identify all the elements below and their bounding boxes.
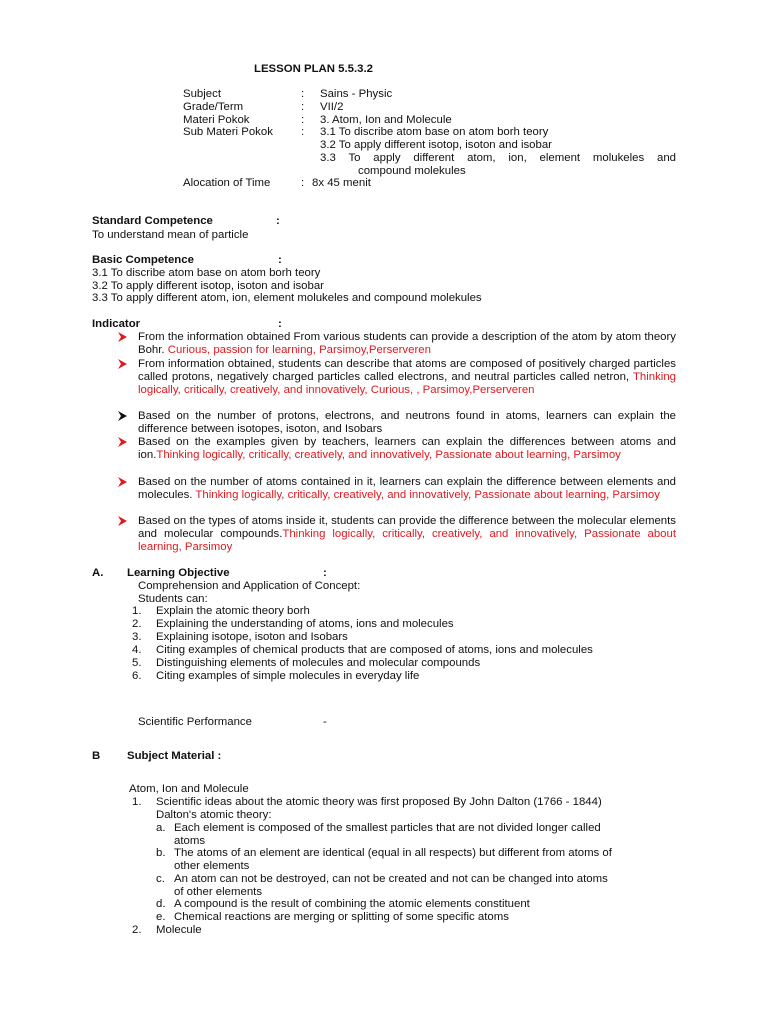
objective-item: Explaining isotope, isoton and Isobars: [156, 631, 348, 643]
indicator-item: [138, 515, 676, 554]
indicator-item: [138, 358, 676, 397]
objective-number: 6.: [132, 670, 142, 682]
objective-number: 1.: [132, 605, 142, 617]
objective-number: 2.: [132, 618, 142, 630]
indicator-values: Thinking logically, critically, creatively, and innovatively, Curious, , Parsimoy,Perserveren: [138, 371, 676, 396]
materi-value: 3. Atom, Ion and Molecule: [320, 114, 452, 126]
dalton-item: An atom can not be destroyed, can not be created and not can be changed into atoms: [174, 873, 608, 885]
subject-value: Sains - Physic: [320, 88, 393, 100]
scientific-performance-label: Scientific Performance: [138, 716, 252, 728]
basic-competence-colon: :: [278, 254, 282, 266]
arrow-bullet-icon: [117, 515, 129, 528]
dalton-item: The atoms of an element are identical (equal in all respects) but different from atoms of: [174, 847, 612, 859]
objective-item: Distinguishing elements of molecules and molecular compounds: [156, 657, 481, 669]
learning-objective-intro: Students can:: [138, 593, 208, 605]
material-item: Molecule: [156, 924, 202, 936]
indicator-text: From the information obtained From various students can provide a description of the atom by atom theory Bohr.: [138, 331, 676, 356]
indicator-heading: Indicator: [92, 318, 141, 330]
grade-label: Grade/Term: [183, 101, 244, 113]
page-title: LESSON PLAN 5.5.3.2: [254, 63, 374, 75]
section-a-letter: A.: [92, 567, 104, 579]
arrow-bullet-icon: [117, 410, 129, 423]
grade-colon: :: [301, 101, 305, 113]
section-b-letter: B: [92, 750, 101, 762]
scientific-performance-value: -: [323, 716, 327, 728]
dalton-item: Each element is composed of the smallest particles that are not divided longer called: [174, 822, 601, 834]
sub-materi-colon: :: [301, 126, 305, 138]
indicator-text: Based on the number of protons, electrons, and neutrons found in atoms, learners can explain the difference between isotopes, isoton, and Isobars: [138, 410, 676, 435]
indicator-item: [138, 410, 676, 436]
objective-number: 4.: [132, 644, 142, 656]
material-number: 2.: [132, 924, 142, 936]
objective-item: Explaining the understanding of atoms, ions and molecules: [156, 618, 454, 630]
dalton-item: Chemical reactions are merging or splitting of some specific atoms: [174, 911, 509, 923]
standard-competence-text: To understand mean of particle: [92, 229, 249, 241]
standard-competence-colon: :: [276, 215, 280, 227]
indicator-text: Based on the examples given by teachers, learners can explain the differences between atoms and ion.: [138, 436, 676, 461]
subject-material-topic: Atom, Ion and Molecule: [129, 783, 249, 795]
indicator-item: [138, 331, 676, 357]
sub-materi-line-4: compound molekules: [358, 165, 466, 177]
objective-item: Citing examples of simple molecules in everyday life: [156, 670, 420, 682]
dalton-letter: e.: [156, 911, 166, 923]
standard-competence-heading: Standard Competence: [92, 215, 213, 227]
indicator-values: Thinking logically, critically, creatively, and innovatively, Passionate about learning, Parsimoy: [138, 528, 676, 553]
dalton-label: Dalton's atomic theory:: [156, 809, 272, 821]
subject-material-heading: Subject Material :: [127, 750, 222, 762]
indicator-values: Thinking logically, critically, creatively, and innovatively, Passionate about learning, Parsimoy: [195, 489, 660, 501]
time-colon: :: [301, 177, 305, 189]
indicator-item: [138, 476, 676, 502]
arrow-bullet-icon: [117, 358, 129, 371]
subject-label: Subject: [183, 88, 221, 100]
learning-objective-heading: Learning Objective: [127, 567, 230, 579]
objective-number: 5.: [132, 657, 142, 669]
basic-competence-item: 3.3 To apply different atom, ion, element molukeles and compound molekules: [92, 292, 482, 304]
dalton-item: of other elements: [174, 886, 263, 898]
sub-materi-line-2: 3.2 To apply different isotop, isoton and isobar: [320, 139, 552, 151]
time-value: 8x 45 menit: [312, 177, 371, 189]
learning-objective-colon: :: [323, 567, 327, 579]
dalton-letter: a.: [156, 822, 166, 834]
basic-competence-item: 3.1 To discribe atom base on atom borh teory: [92, 267, 321, 279]
indicator-values: Thinking logically, critically, creatively, and innovatively, Passionate about learning, Parsimoy: [156, 449, 621, 461]
dalton-item: atoms: [174, 835, 206, 847]
arrow-bullet-icon: [117, 436, 129, 449]
grade-value: VII/2: [320, 101, 344, 113]
dalton-item: A compound is the result of combining the atomic elements constituent: [174, 898, 530, 910]
indicator-colon: :: [278, 318, 282, 330]
indicator-values: Curious, passion for learning, Parsimoy,Perserveren: [167, 344, 431, 356]
indicator-text: Based on the number of atoms contained in it, learners can explain the difference between elements and molecules.: [138, 476, 676, 501]
indicator-item: [138, 436, 676, 462]
learning-objective-intro: Comprehension and Application of Concept:: [138, 580, 361, 592]
material-number: 1.: [132, 796, 142, 808]
arrow-bullet-icon: [117, 331, 129, 344]
basic-competence-item: 3.2 To apply different isotop, isoton and isobar: [92, 280, 324, 292]
sub-materi-label: Sub Materi Pokok: [183, 126, 273, 138]
subject-colon: :: [301, 88, 305, 100]
dalton-item: other elements: [174, 860, 250, 872]
dalton-letter: d.: [156, 898, 166, 910]
objective-number: 3.: [132, 631, 142, 643]
sub-materi-value: 3.1 To discribe atom base on atom borh teory: [320, 126, 549, 138]
arrow-bullet-icon: [117, 476, 129, 489]
basic-competence-heading: Basic Competence: [92, 254, 194, 266]
sub-materi-line-3: 3.3 To apply different atom, ion, element molukeles and: [320, 152, 676, 164]
indicator-text: From information obtained, students can describe that atoms are composed of positively charged particles called protons, negatively charged particles called electrons, and neutral particles called netron,: [138, 358, 676, 383]
indicator-text: Based on the types of atoms inside it, students can provide the difference between the molecular elements and molecular compounds.: [138, 515, 676, 540]
dalton-letter: b.: [156, 847, 166, 859]
dalton-letter: c.: [156, 873, 165, 885]
objective-item: Explain the atomic theory borh: [156, 605, 310, 617]
objective-item: Citing examples of chemical products that are composed of atoms, ions and molecules: [156, 644, 593, 656]
material-item: Scientific ideas about the atomic theory was first proposed By John Dalton (1766 - 1844): [156, 796, 602, 808]
materi-label: Materi Pokok: [183, 114, 250, 126]
materi-colon: :: [301, 114, 305, 126]
time-label: Alocation of Time: [183, 177, 271, 189]
